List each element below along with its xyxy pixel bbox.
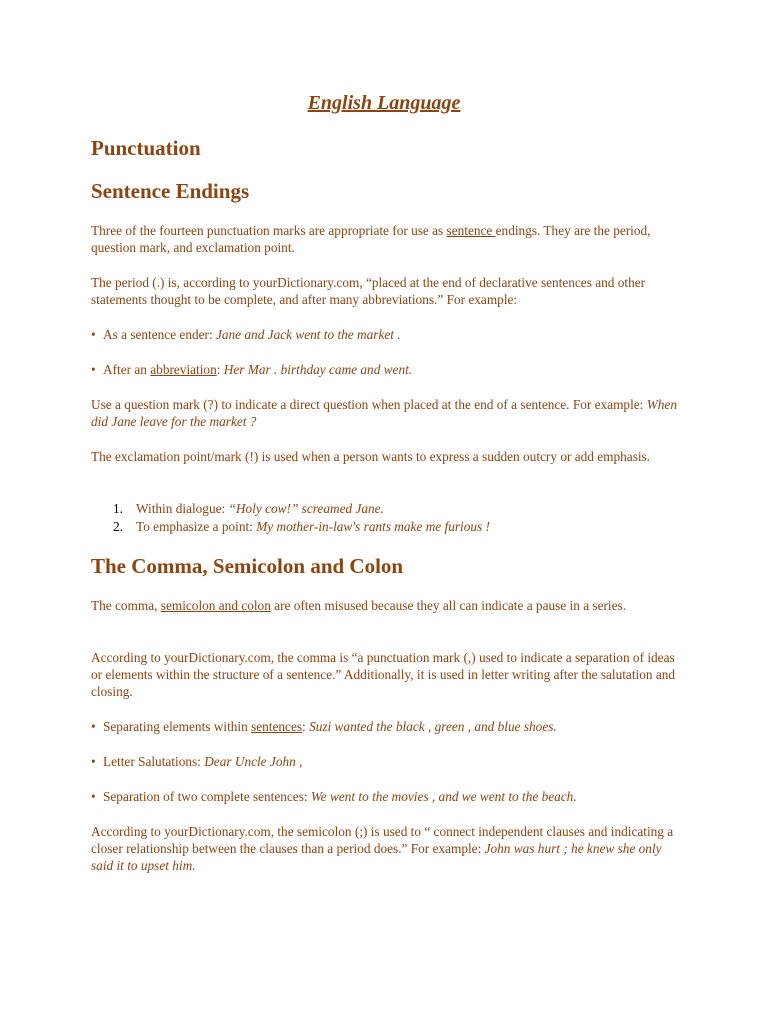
bullet-label: As a sentence ender: xyxy=(103,327,216,342)
bullet-complete-sentences: • Separation of two complete sentences: We went to the movies , and we went to the beach. xyxy=(91,789,577,804)
list-number: 1. xyxy=(113,501,123,516)
semicolon-colon-link[interactable]: semicolon and colon xyxy=(160,598,271,613)
numbered-item-2 xyxy=(113,518,683,535)
comma-intro-end: are often misused because they all can indicate a pause in a series. xyxy=(270,598,627,613)
bullet-colon: : xyxy=(216,362,224,377)
intro-text-end: endings. They are the period, question mark, and exclamation point. xyxy=(91,223,651,255)
question-example: When did Jane leave for the market ? xyxy=(91,397,677,429)
comma-intro-text: The comma, xyxy=(91,598,161,613)
exclamation-paragraph: The exclamation point/mark (!) is used when a person wants to express a sudden outcry or add emphasis. xyxy=(91,449,651,464)
bullet-abbreviation: • After an abbreviation: Her Mar . birthday came and went. xyxy=(91,362,413,377)
intro-text: Three of the fourteen punctuation marks are appropriate for use as xyxy=(91,223,447,238)
bullet-label: After an xyxy=(103,362,151,377)
heading-punctuation: Punctuation xyxy=(91,136,201,160)
sentence-link[interactable]: sentence xyxy=(446,223,496,238)
comma-definition: According to yourDictionary.com, the comma is “a punctuation mark (,) used to indicate a separation of ideas or elements within the structure of a sentence.” Additionally, it is used in letter writing after the salutation and closing. xyxy=(91,650,676,699)
question-paragraph xyxy=(91,396,681,430)
bullet-label: Letter Salutations: xyxy=(103,754,205,769)
numbered-item-1 xyxy=(113,500,683,517)
bullet-example: Suzi wanted the black , green , and blue shoes. xyxy=(309,719,557,734)
list-number: 2. xyxy=(113,519,123,534)
heading-sentence-endings: Sentence Endings xyxy=(91,179,250,203)
question-text: Use a question mark (?) to indicate a direct question when placed at the end of a sentence. For example: xyxy=(91,397,647,412)
semicolon-example: John was hurt ; he knew she only said it to upset him. xyxy=(91,841,662,873)
sentences-link[interactable]: sentences xyxy=(251,719,303,734)
bullet-separating-elements: • Separating elements within sentences: Suzi wanted the black , green , and blue shoes. xyxy=(91,719,557,734)
period-paragraph: The period (.) is, according to yourDictionary.com, “placed at the end of declarative sentences and other statements thought to be complete, and after many abbreviations.” For example: xyxy=(91,275,646,307)
list-example: “Holy cow!” screamed Jane. xyxy=(228,501,384,516)
abbreviation-link[interactable]: abbreviation xyxy=(150,362,217,377)
semicolon-paragraph xyxy=(91,823,681,874)
heading-comma-semicolon-colon: The Comma, Semicolon and Colon xyxy=(91,554,404,578)
bullet-example: Jane and Jack went to the market . xyxy=(215,327,401,342)
document-title: English Language xyxy=(307,92,461,114)
semicolon-text: According to yourDictionary.com, the semicolon (;) is used to “ connect independent clauses and indicating a closer relationship between the clauses than a period does.” For example: xyxy=(91,824,674,856)
comma-intro xyxy=(91,597,681,614)
bullet-sentence-ender: • As a sentence ender: Jane and Jack went to the market . xyxy=(91,327,401,342)
bullet-example: Dear Uncle John , xyxy=(204,754,303,769)
list-example: My mother-in-law's rants make me furious ! xyxy=(256,519,490,534)
bullet-colon: : xyxy=(302,719,310,734)
bullet-example: We went to the movies , and we went to the beach. xyxy=(310,789,577,804)
bullet-letter-salutations: • Letter Salutations: Dear Uncle John , xyxy=(91,754,303,769)
bullet-label: Separating elements within xyxy=(103,719,252,734)
list-label: Within dialogue: xyxy=(136,501,229,516)
bullet-example: Her Mar . birthday came and went. xyxy=(223,362,413,377)
list-label: To emphasize a point: xyxy=(136,519,257,534)
sentence-endings-intro xyxy=(91,222,681,256)
bullet-label: Separation of two complete sentences: xyxy=(103,789,311,804)
